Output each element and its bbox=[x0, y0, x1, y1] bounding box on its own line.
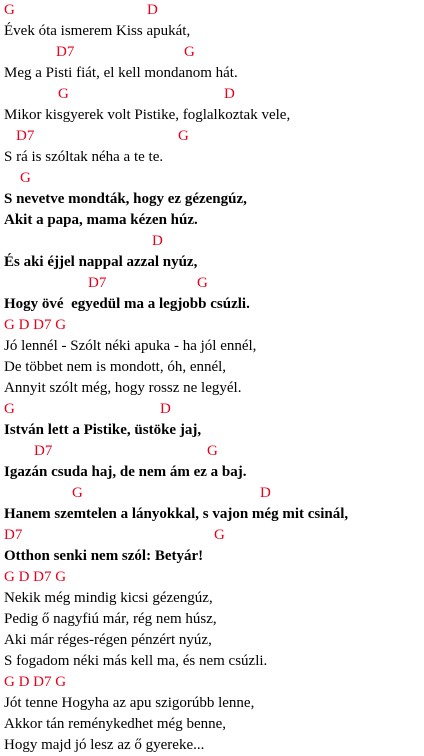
chord-row bbox=[4, 168, 422, 189]
lyric-line: Hogy majd jó lesz az ő gyereke... bbox=[4, 737, 205, 753]
chord-row bbox=[4, 567, 422, 588]
chord-row bbox=[4, 231, 422, 252]
chord-row bbox=[4, 273, 422, 294]
chord-label: D7 bbox=[88, 275, 107, 291]
chord-label: D bbox=[160, 401, 171, 417]
lyric-line: Pedig ő nagyfiú már, rég nem húsz, bbox=[4, 611, 217, 627]
lyric-line: S rá is szóltak néha a te te. bbox=[4, 149, 164, 165]
chord-row bbox=[4, 483, 422, 504]
chord-row bbox=[4, 672, 422, 693]
chord-label: G bbox=[178, 128, 189, 144]
lyric-line-chorus: Hanem szemtelen a lányokkal, s vajon még mit csinál, bbox=[4, 506, 349, 522]
lyric-line-chorus: Igazán csuda haj, de nem ám ez a baj. bbox=[4, 464, 247, 480]
chord-label: G bbox=[4, 401, 15, 417]
chord-label: D7 bbox=[56, 44, 75, 60]
lyric-line-chorus: És aki éjjel nappal azzal nyúz, bbox=[4, 254, 198, 270]
lyric-line: Nekik még mindig kicsi gézengúz, bbox=[4, 590, 213, 606]
chord-label: G bbox=[184, 44, 195, 60]
chord-label: D bbox=[147, 2, 158, 18]
chord-row bbox=[4, 42, 422, 63]
chord-label: G bbox=[58, 86, 69, 102]
lyric-line-chorus: Hogy övé egyedül ma a legjobb csúzli. bbox=[4, 296, 250, 312]
lyric-line: De többet nem is mondott, óh, ennél, bbox=[4, 359, 227, 375]
chord-label: G bbox=[214, 527, 225, 543]
lyric-line: Annyit szólt még, hogy rossz ne legyél. bbox=[4, 380, 242, 396]
chord-label: G D D7 G bbox=[4, 317, 67, 333]
chord-row bbox=[4, 441, 422, 462]
lyric-line-chorus: István lett a Pistike, üstöke jaj, bbox=[4, 422, 202, 438]
chord-row bbox=[4, 315, 422, 336]
chord-label: D bbox=[224, 86, 235, 102]
lyric-line: S fogadom néki más kell ma, és nem csúzli. bbox=[4, 653, 268, 669]
chord-label: G bbox=[20, 170, 31, 186]
lyric-line: Mikor kisgyerek volt Pistike, foglalkoztak vele, bbox=[4, 107, 291, 123]
chord-label: G bbox=[207, 443, 218, 459]
chord-row bbox=[4, 126, 422, 147]
chord-label: D bbox=[152, 233, 163, 249]
chord-row bbox=[4, 399, 422, 420]
lyric-line-chorus: Otthon senki nem szól: Betyár! bbox=[4, 548, 204, 564]
chord-label: G bbox=[4, 2, 15, 18]
chord-label: G bbox=[197, 275, 208, 291]
chord-label: D7 bbox=[4, 527, 23, 543]
chord-label: D7 bbox=[16, 128, 35, 144]
lyric-line: Meg a Pisti fiát, el kell mondanom hát. bbox=[4, 65, 238, 81]
chord-row bbox=[4, 0, 422, 21]
chord-row bbox=[4, 84, 422, 105]
lyric-line: Jó lennél - Szólt néki apuka - ha jól ennél, bbox=[4, 338, 257, 354]
lyric-line: Jót tenne Hogyha az apu szigorúbb lenne, bbox=[4, 695, 255, 711]
lyric-line: Aki már réges-régen pénzért nyúz, bbox=[4, 632, 212, 648]
chord-label: D bbox=[260, 485, 271, 501]
chord-label: G bbox=[72, 485, 83, 501]
lyric-line: Akkor tán reménykedhet még benne, bbox=[4, 716, 227, 732]
chord-label: D7 bbox=[34, 443, 53, 459]
chord-label: G D D7 G bbox=[4, 569, 67, 585]
lyric-line: Évek óta ismerem Kiss apukát, bbox=[4, 23, 191, 39]
lyric-line-chorus: S nevetve mondták, hogy ez gézengúz, bbox=[4, 191, 247, 207]
chord-row bbox=[4, 525, 422, 546]
chord-label: G D D7 G bbox=[4, 674, 67, 690]
lyric-line-chorus: Akit a papa, mama kézen húz. bbox=[4, 212, 198, 228]
